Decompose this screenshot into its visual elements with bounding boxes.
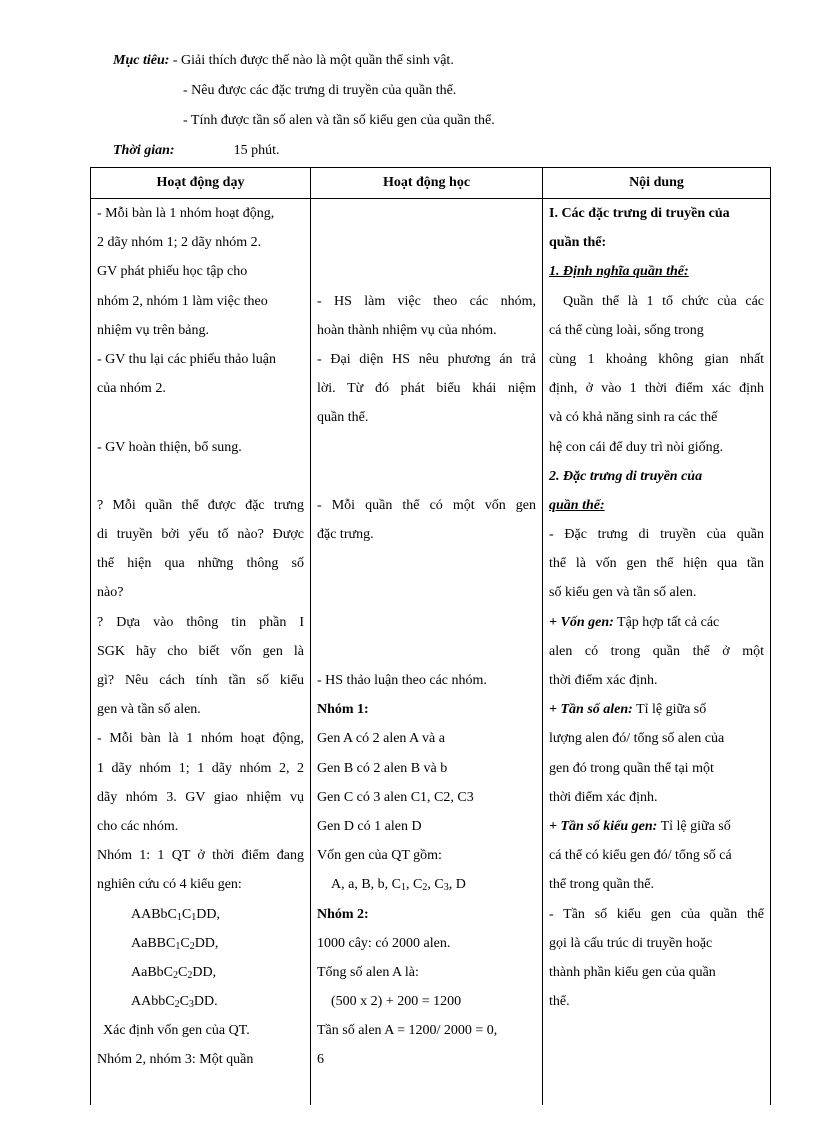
objectives-line-1 bbox=[113, 53, 454, 69]
teacher-line: nào? bbox=[97, 585, 124, 601]
genotype-line: $AaBbC_2C_2DD$, bbox=[131, 964, 217, 981]
section-2-title: 2. Đặc trưng di truyền của bbox=[549, 468, 703, 484]
teacher-line: 1 dãy nhóm 1; 1 dãy nhóm 2, 2 bbox=[97, 760, 304, 776]
teacher-line: Nhóm 2, nhóm 3: Một quần bbox=[97, 1052, 254, 1068]
genotype-line: $AaBBC_1C_2DD$, bbox=[131, 935, 219, 952]
genotype-freq-line: + Tần số kiểu gen: Tỉ lệ giữa số bbox=[549, 818, 731, 834]
objective-3: - Tính được tần số alen và tần số kiểu gen của quần thể. bbox=[183, 113, 495, 128]
student-line: - HS làm việc theo các nhóm, bbox=[317, 293, 536, 309]
allele-freq-line: + Tần số alen: Tỉ lệ giữa số bbox=[549, 702, 707, 718]
content-line: thể là vốn gen thể hiện qua tần bbox=[549, 556, 764, 572]
teacher-line: nhiệm vụ trên bảng. bbox=[97, 322, 209, 338]
student-line: - HS thảo luận theo các nhóm. bbox=[317, 673, 487, 688]
student-line: Gen C có 3 alen C1, C2, C3 bbox=[317, 789, 474, 805]
definition-line: cá thể cùng loài, sống trong bbox=[549, 322, 704, 338]
genotype-line: $AABbC_1C_1DD$, bbox=[131, 906, 220, 923]
content-line: - Đặc trưng di truyền của quần bbox=[549, 527, 764, 543]
time-line bbox=[113, 143, 279, 159]
teacher-line: - GV hoàn thiện, bổ sung. bbox=[97, 439, 242, 455]
definition-line: Quần thể là 1 tổ chức của các bbox=[563, 293, 764, 309]
teacher-line bbox=[91, 462, 310, 491]
content-line: thể trong quần thể. bbox=[549, 877, 654, 893]
content-line: - Tần số kiểu gen của quần thể bbox=[549, 906, 764, 922]
student-line: Gen A có 2 alen A và a bbox=[317, 731, 445, 747]
student-line: - Mỗi quần thể có một vốn gen bbox=[317, 497, 536, 513]
teacher-line: nghiên cứu có 4 kiểu gen: bbox=[97, 877, 242, 893]
teacher-line: ? Mỗi quần thể được đặc trưng bbox=[97, 497, 304, 513]
student-line: Vốn gen của QT gồm: bbox=[317, 848, 442, 864]
content-line: alen có trong quần thể ở một bbox=[549, 643, 764, 659]
student-line: lời. Từ đó phát biểu khái niệm bbox=[317, 381, 536, 397]
teacher-line: ? Dựa vào thông tin phần I bbox=[97, 614, 304, 630]
genotype-line: $AAbbC_2C_3DD$. bbox=[131, 994, 218, 1011]
teacher-line: SGK hãy cho biết vốn gen là bbox=[97, 643, 304, 659]
content-line: gen đó trong quần thể tại một bbox=[549, 760, 714, 776]
content-line: gọi là cấu trúc di truyền hoặc bbox=[549, 935, 713, 951]
definition-line: định, ở vào 1 thời điểm xác định bbox=[549, 381, 764, 397]
student-line: Gen B có 2 alen B và b bbox=[317, 760, 448, 776]
section-2-title-cont: quần thể: bbox=[549, 497, 605, 513]
student-line: Tổng số alen A là: bbox=[317, 964, 419, 980]
lesson-table bbox=[90, 167, 771, 1105]
objective-2: - Nêu được các đặc trưng di truyền của quần thể. bbox=[183, 83, 457, 98]
content-column bbox=[543, 199, 771, 1106]
content-line: thời điểm xác định. bbox=[549, 673, 658, 688]
teacher-line: cho các nhóm. bbox=[97, 818, 179, 834]
definition-line: và có khả năng sinh ra các thế bbox=[549, 410, 718, 426]
header-content: Nội dung bbox=[543, 168, 771, 199]
section-1-title-cont: quần thể: bbox=[549, 235, 607, 251]
content-line: thể. bbox=[549, 994, 570, 1010]
definition-line: cùng 1 khoảng không gian nhất bbox=[549, 351, 764, 367]
header-student: Hoạt động học bbox=[311, 168, 543, 199]
content-line: thời điểm xác định. bbox=[549, 789, 658, 805]
student-line: Nhóm 2: bbox=[317, 906, 369, 922]
student-line: Gen D có 1 alen D bbox=[317, 818, 422, 834]
student-line: 1000 cây: có 2000 alen. bbox=[317, 935, 451, 951]
student-line: Tần số alen A = 1200/ 2000 = 0, bbox=[317, 1023, 498, 1039]
teacher-column bbox=[91, 199, 311, 1106]
student-line: 6 bbox=[317, 1052, 324, 1068]
definition-line: hệ con cái để duy trì nòi giống. bbox=[549, 439, 724, 455]
teacher-line: 2 dãy nhóm 1; 2 dãy nhóm 2. bbox=[97, 235, 262, 251]
content-line: lượng alen đó/ tổng số alen của bbox=[549, 731, 725, 747]
header-teacher: Hoạt động dạy bbox=[91, 168, 311, 199]
student-line: - Đại diện HS nêu phương án trả bbox=[317, 351, 536, 367]
time-label: Thời gian: bbox=[113, 143, 175, 158]
student-line: Nhóm 1: bbox=[317, 702, 369, 718]
student-line: quần thể. bbox=[317, 410, 369, 426]
teacher-line: nhóm 2, nhóm 1 làm việc theo bbox=[97, 293, 268, 309]
teacher-line: thể hiện qua những thông số bbox=[97, 556, 304, 572]
student-line: (500 x 2) + 200 = 1200 bbox=[331, 994, 462, 1010]
allele-list: A, a, B, b, $C_1$, $C_2$, $C_3$, D bbox=[331, 877, 466, 894]
teacher-line: gì? Nêu cách tính tần số kiểu bbox=[97, 673, 304, 688]
student-line: hoàn thành nhiệm vụ của nhóm. bbox=[317, 322, 497, 338]
time-value: 15 phút. bbox=[233, 143, 280, 158]
teacher-line: dãy nhóm 3. GV giao nhiệm vụ bbox=[97, 789, 304, 805]
student-line: đặc trưng. bbox=[317, 527, 374, 543]
section-1-title: I. Các đặc trưng di truyền của bbox=[549, 206, 730, 221]
objective-1: - Giải thích được thế nào là một quần thể sinh vật. bbox=[172, 53, 454, 68]
teacher-line: - GV thu lại các phiếu thảo luận bbox=[97, 351, 276, 367]
teacher-line: Nhóm 1: 1 QT ở thời điểm đang bbox=[97, 848, 304, 864]
definition-title: 1. Định nghĩa quần thể: bbox=[549, 264, 689, 280]
teacher-line: gen và tần số alen. bbox=[97, 702, 201, 718]
student-column bbox=[311, 199, 543, 1106]
content-line: cá thể có kiểu gen đó/ tổng số cá bbox=[549, 848, 732, 864]
teacher-line: di truyền bởi yếu tố nào? Được bbox=[97, 527, 304, 543]
teacher-line: Xác định vốn gen của QT. bbox=[103, 1023, 250, 1039]
teacher-line: - Mỗi bàn là 1 nhóm hoạt động, bbox=[97, 731, 304, 747]
objectives-label: Mục tiêu: bbox=[113, 53, 170, 68]
content-line: thành phần kiểu gen của quần bbox=[549, 964, 716, 980]
teacher-line: - Mỗi bàn là 1 nhóm hoạt động, bbox=[97, 206, 275, 221]
teacher-line: GV phát phiếu học tập cho bbox=[97, 264, 248, 280]
teacher-line bbox=[91, 403, 310, 432]
teacher-line: của nhóm 2. bbox=[97, 381, 166, 397]
gene-pool-line: + Vốn gen: Tập hợp tất cả các bbox=[549, 614, 720, 630]
content-line: số kiểu gen và tần số alen. bbox=[549, 585, 697, 601]
